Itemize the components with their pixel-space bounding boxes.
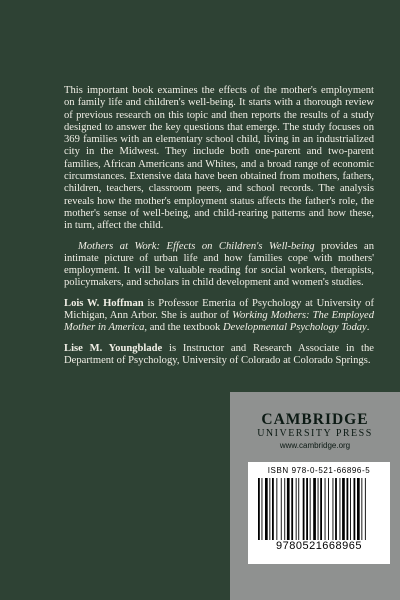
author-name: Lise M. Youngblade	[64, 342, 163, 354]
barcode-bar	[269, 478, 270, 540]
author-name: Lois W. Hoffman	[64, 297, 144, 309]
barcode-bar	[347, 478, 349, 540]
barcode-bar	[357, 478, 360, 540]
barcode-bar	[350, 478, 351, 540]
barcode-bar	[335, 478, 337, 540]
barcode-bar	[296, 478, 297, 540]
barcode-bar	[333, 478, 334, 540]
publisher-subtitle: UNIVERSITY PRESS	[257, 428, 373, 439]
book-description-continued	[64, 241, 374, 290]
barcode-bar	[361, 478, 362, 540]
barcode-bar	[325, 478, 326, 540]
barcode-bar	[276, 478, 277, 540]
barcode-bar	[354, 478, 356, 540]
barcode-bar	[318, 478, 319, 540]
barcode-bar	[281, 478, 282, 540]
publisher-logo	[230, 412, 400, 451]
author-book-title: Developmental Psychology Today	[222, 322, 367, 334]
publisher-panel	[230, 392, 400, 600]
barcode-bar	[306, 478, 308, 540]
author-bio-text: .	[366, 322, 370, 334]
publisher-name: CAMBRIDGE	[261, 411, 369, 428]
barcode-bar	[320, 478, 322, 540]
publisher-url: www.cambridge.org	[279, 441, 351, 450]
description-continuation: provides an intimate picture of urban life and how families cope with mothers' employment. It will be valuable reading for social workers, therapists, policymakers, and scholars in child development and women's studies.	[64, 240, 374, 289]
barcode-bar	[298, 478, 299, 540]
author-bio-text: , and the textbook	[144, 322, 223, 334]
barcode-bar	[365, 478, 366, 540]
barcode-bar	[258, 478, 260, 540]
barcode-bar	[291, 478, 293, 540]
author-bio-youngblade	[64, 343, 374, 368]
book-description	[64, 85, 374, 233]
barcode-bar	[342, 478, 345, 540]
barcode-box	[248, 462, 390, 564]
author-bio-text: is Instructor and Research Associate in the Department of Psychology, University of Colorado at Colorado Springs.	[64, 342, 374, 366]
barcode-bar	[340, 478, 341, 540]
barcode-icon	[254, 478, 384, 540]
barcode-bar	[265, 478, 268, 540]
barcode-bar	[303, 478, 305, 540]
barcode-bar	[313, 478, 316, 540]
isbn-label: ISBN 978-0-521-66896-5	[267, 466, 371, 475]
barcode-bar	[287, 478, 290, 540]
barcode-bar	[262, 478, 263, 540]
barcode-bar	[328, 478, 329, 540]
barcode-bar	[284, 478, 285, 540]
back-cover-text	[64, 85, 374, 375]
book-title: Mothers at Work: Effects on Children's Well-being	[78, 240, 315, 252]
description-text: This important book examines the effects of the mother's employment on family life and children's well-being. It starts with a thorough review of previous research on this topic and then reports the results of a study designed to answer the key questions that emerge. The study focuses on 369 families with an elementary school child, living in an industrialized city in the Midwest. They include both one-parent and two-parent families, African Americans and Whites, and a broad range of economic circumstances. Extensive data have been obtained from mothers, fathers, children, teachers, classroom peers, and school records. The analysis reveals how the mother's employment status affects the father's role, the mother's sense of well-being, and child-rearing patterns and how these, in turn, affect the child.	[64, 85, 374, 232]
author-book-title: Working Mothers: The Employed Mother in America	[64, 310, 374, 334]
barcode-number: 9780521668965	[275, 540, 363, 552]
author-bio-hoffman	[64, 298, 374, 335]
author-bio-text: is Professor Emerita of Psychology at University of Michigan, Ann Arbor. She is author of	[64, 297, 374, 322]
barcode-bar	[310, 478, 311, 540]
barcode-bar	[272, 478, 274, 540]
